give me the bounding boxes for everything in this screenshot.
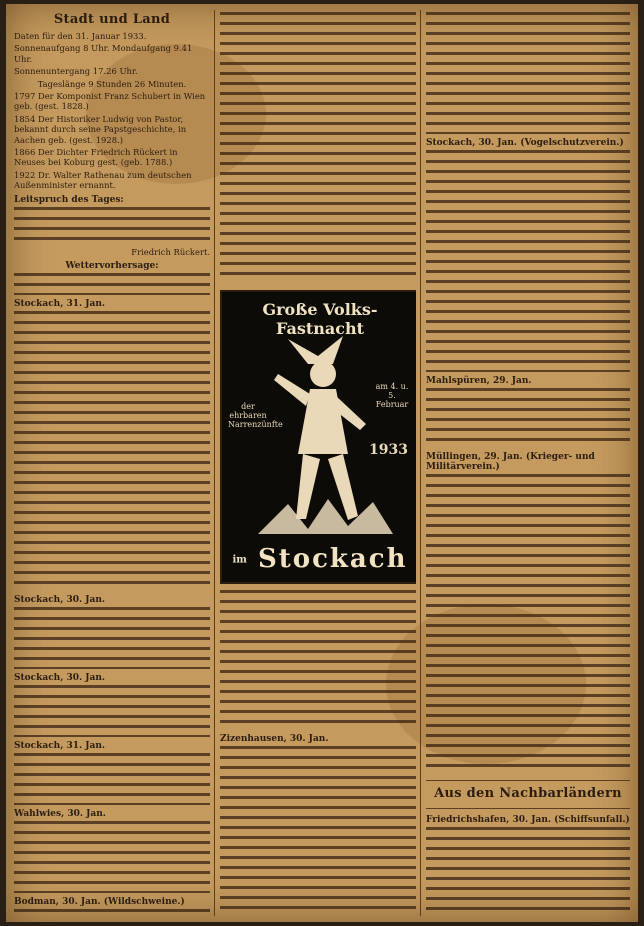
motto-title: Leitspruch des Tages: [14,194,124,205]
text-block [14,685,210,737]
column-left [14,10,210,916]
sun-times: Sonnenaufgang 8 Uhr. Mondaufgang 9.41 Uhr. [14,43,193,64]
text-block [220,746,416,916]
article-dateline: Müllingen, 29. Jan. (Krieger- und Militärverein.) [426,452,595,472]
column-rule [214,10,215,916]
text-block [426,12,630,134]
column-middle-lower [220,588,416,916]
article-dateline: Bodman, 30. Jan. (Wildschweine.) [14,897,185,908]
ad-year: 1933 [369,442,408,458]
ad-town [222,544,416,574]
calendar-entry: 1866 Der Dichter Friedrich Rückert in Neuses bei Koburg gest. (geb. 1788.) [14,147,178,168]
calendar-entry: 1797 Der Komponist Franz Schubert in Wien geb. (gest. 1828.) [14,91,206,112]
section-heading: Stadt und Land [53,12,171,27]
article-dateline: Stockach, 30. Jan. [14,595,106,606]
motto-author: Friedrich Rückert. [131,246,210,257]
column-rule [420,10,421,916]
article-dateline: Mahlspüren, 29. Jan. [426,376,532,386]
article-dateline: Stockach, 31. Jan. [14,299,106,310]
ad-title: Große Volks-Fastnacht [262,300,378,338]
article-dateline: Friedrichshafen, 30. Jan. (Schiffsunfall.) [426,815,630,825]
article-dateline: Stockach, 30. Jan. [14,673,106,684]
ad-town-name: Stockach [257,544,408,574]
article-dateline: Wahlwies, 30. Jan. [14,809,106,820]
day-length: Tageslänge 9 Stunden 26 Minuten. [37,78,187,89]
text-block [426,474,630,774]
text-block [426,827,630,916]
text-block [14,753,210,805]
article-dateline: Stockach, 31. Jan. [14,741,106,752]
calendar-entry: 1922 Dr. Walter Rathenau zum deutschen Außenminister ernannt. [14,169,192,191]
ad-right-text: am 4. u. 5. Februar [375,382,409,409]
column-middle [220,10,416,916]
text-block [14,821,210,893]
calendar-title: Daten für den 31. Januar 1933. [14,31,147,41]
fastnacht-advertisement [220,290,416,584]
text-block [14,207,210,245]
text-block [426,150,630,372]
text-block [426,388,630,448]
text-block [220,12,416,282]
text-block [14,909,210,916]
text-block [14,273,210,295]
calendar-entry: 1854 Der Historiker Ludwig von Pastor, bekannt durch seine Papstgeschichte, in Aachen geb. (gest. 1928.) [14,113,187,145]
article-dateline: Stockach, 30. Jan. (Vogelschutzverein.) [426,138,624,148]
ad-marker: im [232,554,247,566]
text-block [14,607,210,669]
text-block [14,311,210,591]
sunset-time: Sonnenuntergang 17.26 Uhr. [14,66,138,77]
section-heading: Aus den Nachbarländern [434,786,622,801]
text-block [220,590,416,730]
section-box [426,780,630,809]
column-right [426,10,630,916]
article-dateline: Zizenhausen, 30. Jan. [220,734,329,744]
ad-left-text: der ehrbaren Narrenzünfte [228,402,283,429]
weather-title: Wettervorhersage: [65,261,159,272]
newspaper-page [6,4,638,922]
jester-illustration [248,334,398,544]
